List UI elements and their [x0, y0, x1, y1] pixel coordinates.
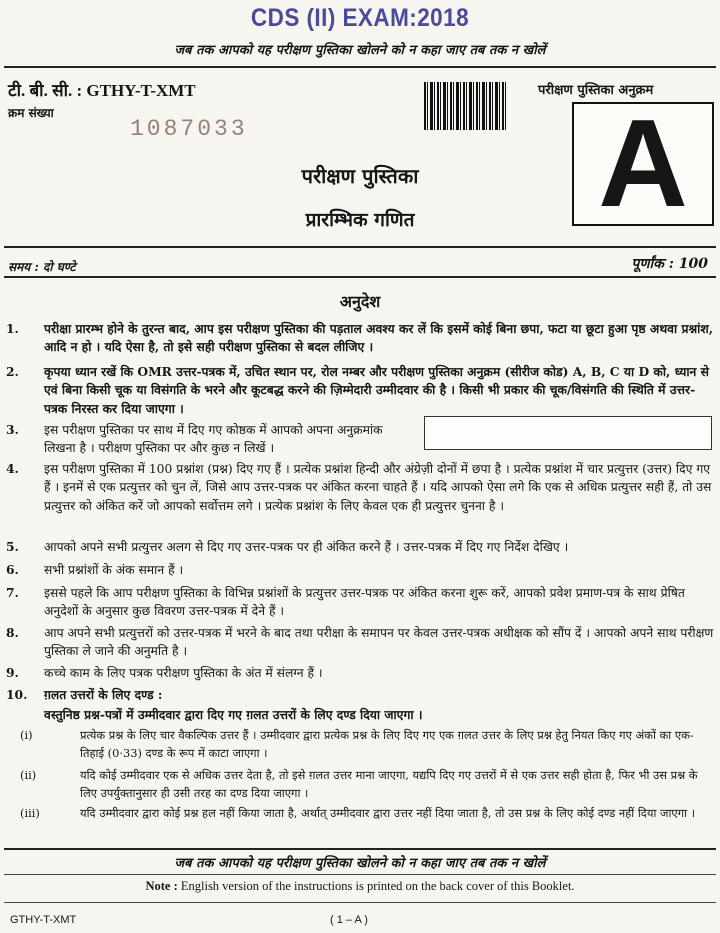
serial-number: 1087033: [130, 116, 248, 142]
bottom-warning: जब तक आपको यह परीक्षण पुस्तिका खोलने को न कहा जाए तब तक न खोलें: [174, 856, 546, 871]
note-text: English version of the instructions is printed on the back cover of this Booklet.: [180, 879, 575, 893]
footer-code: GTHY-T-XMT: [10, 914, 77, 926]
bottom-divider: [4, 848, 716, 850]
time-allowed: समय : दो घण्टे: [8, 260, 76, 274]
instruction-item: 1. परीक्षा प्रारम्भ होने के तुरन्त बाद, आप इस परीक्षण पुस्तिका की पड़ताल अवश्य कर लें कि इसमें कोई बिना छपा, फटा या छूटा हुआ पृष्ठ अथवा प्रश्नांश, आदि न हो । यदि ऐसा है, तो इसे सही परीक्षण पुस्तिका से बदल लीजिए ।: [6, 321, 714, 355]
instruction-item: 7. इससे पहले कि आप परीक्षण पुस्तिका के विभिन्न प्रश्नांशों के प्रत्युत्तर उत्तर-पत्रक पर अंकित करना शुरू करें, आपको प्रवेश प्रमाण-पत्र के साथ प्रेषित अनुदेशों के अनुसार कुछ विवरण उत्तर-पत्रक में देने हैं ।: [6, 585, 685, 619]
penalty-item: (ii) यदि कोई उम्मीदवार एक से अधिक उत्तर देता है, तो इसे ग़लत उत्तर माना जाएगा, यद्यपि दिए गए उत्तरों में से एक उत्तर सही होता है, फिर भी उस प्रश्न के लिए उपर्युक्तानुसार ही उसी तरह का दण्ड दिया जाएगा ।: [20, 768, 698, 800]
instruction-item: 3. इस परीक्षण पुस्तिका पर साथ में दिए गए कोष्ठक में आपको अपना अनुक्रमांक लिखना है । परीक्षण पुस्तिका पर और कुछ न लिखें ।: [6, 422, 383, 456]
series-letter-box: A: [572, 102, 714, 226]
top-warning: जब तक आपको यह परीक्षण पुस्तिका खोलने को न कहा जाए तब तक न खोलें: [174, 43, 546, 58]
instruction-item: 5. आपको अपने सभी प्रत्युत्तर अलग से दिए गए उत्तर-पत्रक पर ही अंकित करने हैं । उत्तर-पत्रक में दिए गए निर्देश देखिए ।: [6, 539, 569, 554]
serial-label: क्रम संख्या: [8, 106, 54, 120]
penalty-intro: वस्तुनिष्ठ प्रश्न-पत्रों में उम्मीदवार द्वारा दिए गए ग़लत उत्तरों के लिए दण्ड दिया जाएगा ।: [44, 707, 423, 722]
instruction-item: 2. कृपया ध्यान रखें कि OMR उत्तर-पत्रक में, उचित स्थान पर, रोल नम्बर और परीक्षण पुस्तिका अनुक्रम (सीरीज कोड) A, B, C या D को, ध्यान से एवं बिना किसी चूक या विसंगति के भरने और कूटबद्ध करने की ज़िम्मेदारी उम्मीदवार की है । किसी भी प्रकार की चूक/विसंगति की स्थिति में उत्तर-पत्रक निरस्त कर दिया जाएगा ।: [6, 364, 709, 416]
series-label: परीक्षण पुस्तिका अनुक्रम: [538, 83, 654, 98]
instruction-item: 4. इस परीक्षण पुस्तिका में 100 प्रश्नांश (प्रश्न) दिए गए हैं । प्रत्येक प्रश्नांश हिन्दी और अंग्रेज़ी दोनों में छपा है । प्रत्येक प्रश्नांश में चार प्रत्युत्तर (उत्तर) दिए गए हैं । इनमें से एक प्रत्युत्तर को चुन लें, जिसे आप उत्तर-पत्रक पर अंकित करना चाहते हैं । यदि आपको ऐसा लगे कि एक से अधिक प्रत्युत्तर सही हैं, तो उस प्रत्युत्तर को अंकित करें जो आपको सर्वोत्तम लगे । प्रत्येक प्रश्नांश के लिए केवल एक ही प्रत्युत्तर चुनना है ।: [6, 461, 712, 513]
header-divider: [4, 246, 716, 248]
note-label: Note :: [145, 879, 178, 893]
marks-divider: [4, 276, 716, 278]
booklet-code: टी. बी. सी. : GTHY-T-XMT: [8, 81, 196, 100]
english-note: [0, 879, 720, 894]
note-divider: [4, 874, 716, 875]
penalty-item: (i) प्रत्येक प्रश्न के लिए चार वैकल्पिक उत्तर हैं । उम्मीदवार द्वारा प्रत्येक प्रश्न के लिए दिए गए एक ग़लत उत्तर के लिए प्रश्न हेतु नियत किए गए अंकों का एक-तिहाई (0·33) दण्ड के रूप में काटा जाएगा ।: [20, 728, 694, 760]
roll-number-box[interactable]: [424, 416, 712, 450]
booklet-title: परीक्षण पुस्तिका: [301, 164, 419, 188]
subject-title: प्रारम्भिक गणित: [305, 209, 415, 231]
instruction-item: 6. सभी प्रश्नांशों के अंक समान हैं ।: [6, 562, 184, 577]
instructions-heading: अनुदेश: [339, 292, 381, 311]
barcode-icon: [424, 82, 508, 130]
footer-divider: [4, 902, 716, 903]
instruction-item: 9. कच्चे काम के लिए पत्रक परीक्षण पुस्तिका के अंत में संलग्न हैं ।: [6, 665, 323, 680]
top-divider: [4, 66, 716, 68]
page-number: ( 1 – A ): [330, 914, 368, 926]
instruction-item: 10. ग़लत उत्तरों के लिए दण्ड :: [6, 687, 163, 702]
maximum-marks: पूर्णांक : 100: [631, 256, 708, 272]
penalty-item: (iii) यदि उम्मीदवार द्वारा कोई प्रश्न हल नहीं किया जाता है, अर्थात् उम्मीदवार द्वारा उत्तर नहीं दिया जाता है, तो उस प्रश्न के लिए कोई दण्ड नहीं दिया जाएगा ।: [20, 806, 696, 820]
exam-stamp: CDS (II) EXAM:2018: [250, 4, 470, 32]
instruction-item: 8. आप अपने सभी प्रत्युत्तरों को उत्तर-पत्रक में भरने के बाद तथा परीक्षा के समापन पर केवल उत्तर-पत्रक अधीक्षक को सौंप दें । आपको अपने साथ परीक्षण पुस्तिका ले जाने की अनुमति है ।: [6, 625, 714, 659]
